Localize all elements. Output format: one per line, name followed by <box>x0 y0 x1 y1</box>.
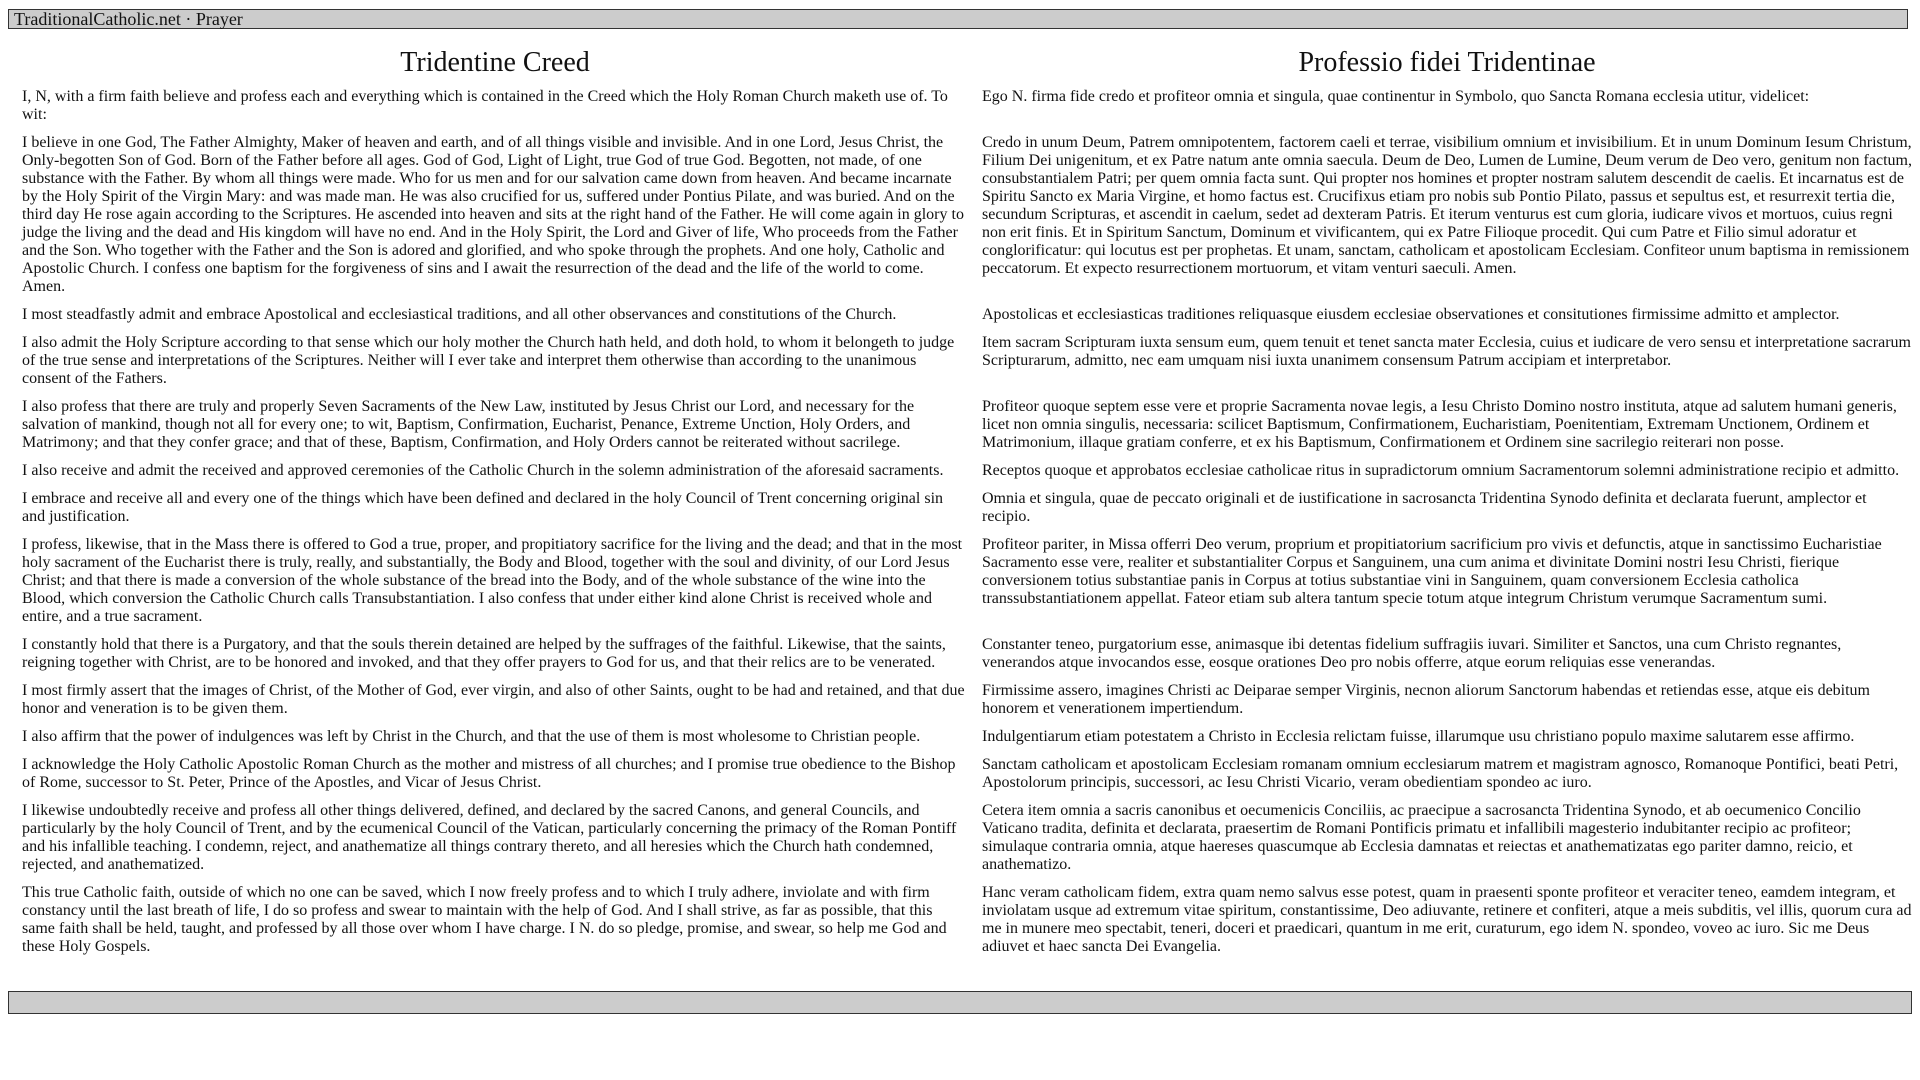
english-paragraph: I likewise undoubtedly receive and profess all other things delivered, defined, and declared by the sacred Canons, and general Councils, and particularly by the holy Council of Trent, and by the ecumenical Council of the Vatican, particularly concerning the primacy of the Roman Pontiff and his infallible teaching. I condemn, reject, and anathematize all things contrary thereto, and all heresies which the Church hath condemned, rejected, and anathematized. <box>22 802 957 873</box>
creed-table <box>8 40 1920 966</box>
paragraph-row <box>22 802 1912 884</box>
english-paragraph: I most firmly assert that the images of Christ, of the Mother of God, ever virgin, and also of other Saints, ought to be had and retained, and that due honor and veneration is to be given them. <box>22 682 965 717</box>
paragraph-row <box>22 536 1912 636</box>
latin-paragraph: Indulgentiarum etiam potestatem a Christo in Ecclesia relictam fuisse, illarumque usu christiano populo maxime salutarem esse affirmo. <box>982 728 1855 745</box>
english-paragraph: I constantly hold that there is a Purgatory, and that the souls therein detained are helped by the suffrages of the faithful. Likewise, that the saints, reigning together with Christ, are to be honored and invoked, and that they offer prayers to God for us, and that their relics are to be venerated. <box>22 636 946 671</box>
paragraph-row <box>22 88 1912 134</box>
latin-title: Professio fidei Tridentinae <box>1298 47 1596 78</box>
creed-content <box>8 40 1912 966</box>
paragraph-row <box>22 728 1912 756</box>
header-separator: · <box>185 9 192 29</box>
site-footer-bar <box>8 991 1912 1014</box>
paragraph-row <box>22 884 1912 966</box>
english-paragraph: I also admit the Holy Scripture according to that sense which our holy mother the Church hath held, and doth hold, to whom it belongeth to judge of the true sense and interpretations of the Scriptures. Neither will I ever take and interpret them otherwise than according to the unanimous consent of the Fathers. <box>22 334 955 387</box>
latin-paragraph: Hanc veram catholicam fidem, extra quam nemo salvus esse potest, quam in praesenti sponte profiteor et veraciter teneo, eamdem integram, et inviolatam usque ad extremum vitae spiritum, constantissime, Deo adiuvante, retinere et confiteri, atque a meis subditis, vel illis, quorum cura ad me in munere meo spectabit, teneri, doceri et praedicari, quantum in me erit, curaturum, ego idem N. spondeo, voveo ac iuro. Sic me Deus adiuvet et haec sancta Dei Evangelia. <box>982 884 1912 955</box>
english-paragraph: I also profess that there are truly and properly Seven Sacraments of the New Law, instituted by Jesus Christ our Lord, and necessary for the salvation of mankind, though not all for every one; to wit, Baptism, Confirmation, Eucharist, Penance, Extreme Unction, Holy Orders, and Matrimony; and that they confer grace; and that of these, Baptism, Confirmation, and Holy Orders cannot be reiterated without sacrilege. <box>22 398 915 451</box>
english-paragraph: I most steadfastly admit and embrace Apostolical and ecclesiastical traditions, and all other observances and constitutions of the Church. <box>22 306 897 323</box>
english-paragraph: I acknowledge the Holy Catholic Apostolic Roman Church as the mother and mistress of all churches; and I promise true obedience to the Bishop of Rome, successor to St. Peter, Prince of the Apostles, and Vicar of Jesus Christ. <box>22 756 956 791</box>
english-paragraph: I believe in one God, The Father Almighty, Maker of heaven and earth, and of all things visible and invisible. And in one Lord, Jesus Christ, the Only-begotten Son of God. Born of the Father before all ages. God of God, Light of Light, true God of true God. Begotten, not made, of one substance with the Father. By whom all things were made. Who for us men and for our salvation came down from heaven. And became incarnate by the Holy Spirit of the Virgin Mary: and was made man. He was also crucified for us, suffered under Pontius Pilate, and was buried. And on the third day He rose again according to the Scriptures. He ascended into heaven and sits at the right hand of the Father. He will come again in glory to judge the living and the dead and His kingdom will have no end. And in the Holy Spirit, the Lord and Giver of life, Who proceeds from the Father and the Son. Who together with the Father and the Son is adored and glorified, and who spoke through the prophets. And one holy, Catholic and Apostolic Church. I confess one baptism for the forgiveness of sins and I await the resurrection of the dead and the life of the world to come. Amen. <box>22 134 964 295</box>
paragraph-row <box>22 134 1912 306</box>
site-name[interactable]: TraditionalCatholic.net <box>14 9 181 29</box>
english-paragraph: I also receive and admit the received and approved ceremonies of the Catholic Church in the solemn administration of the aforesaid sacraments. <box>22 462 944 479</box>
latin-paragraph: Profiteor quoque septem esse vere et proprie Sacramenta novae legis, a Iesu Christo Domino nostro instituta, atque ad salutem humani generis, licet non omnia singulis, necessaria: scilicet Baptismum, Confirmationem, Eucharistiam, Poenitentiam, Extremam Unctionem, Ordinem et Matrimonium, illaque gratiam conferre, et ex his Baptismum, Confirmationem et Ordinem sine sacrilegio reiterari non posse. <box>982 398 1897 451</box>
section-name[interactable]: Prayer <box>195 9 243 29</box>
paragraph-row <box>22 306 1912 334</box>
latin-paragraph: Profiteor pariter, in Missa offerri Deo verum, proprium et propitiatorium sacrificium pro vivis et defunctis, atque in sanctissimo Eucharistiae Sacramento esse vere, realiter et substantialiter Corpus et Sanguinem, una cum anima et divinitate Domini nostri Iesu Christi, fierique conversionem totius substantiae panis in Corpus at totius substantiae vini in Sanguinem, quam conversionem Ecclesia catholica transsubstantiationem appellat. Fateor etiam sub altera tantum specie totum atque integrum Christum verumque Sacramentum sumi. <box>982 536 1882 607</box>
english-title: Tridentine Creed <box>400 47 590 78</box>
paragraph-row <box>22 756 1912 802</box>
paragraph-row <box>22 682 1912 728</box>
latin-paragraph: Apostolicas et ecclesiasticas traditiones reliquasque eiusdem ecclesiae observationes et consitutiones firmissime admitto et amplector. <box>982 306 1840 323</box>
english-paragraph: I embrace and receive all and every one of the things which have been defined and declared in the holy Council of Trent concerning original sin and justification. <box>22 490 944 525</box>
latin-paragraph: Ego N. firma fide credo et profiteor omnia et singula, quae continentur in Symbolo, quo Sancta Romana ecclesia utitur, videlicet: <box>982 88 1810 105</box>
paragraph-row <box>22 490 1912 536</box>
title-row <box>22 40 1912 88</box>
paragraph-row <box>22 462 1912 490</box>
site-header-bar <box>8 9 1908 29</box>
latin-paragraph: Credo in unum Deum, Patrem omnipotentem, factorem caeli et terrae, visibilium omnium et invisibilium. Et in unum Dominum Iesum Christum, Filium Dei unigenitum, et ex Patre natum ante omnia saecula. Deum de Deo, Lumen de Lumine, Deum verum de Deo vero, genitum non factum, consubstantialem Patri; per quem omnia facta sunt. Qui propter nos homines et propter nostram salutem descendit de caelis. Et incarnatus est de Spiritu Sancto ex Maria Virgine, et homo factus est. Crucifixus etiam pro nobis sub Pontio Pilato, passus et sepultus est, et resurrexit tertia die, secundum Scripturas, et ascendit in caelum, sedet ad dexteram Patris. Et iterum venturus est cum gloria, iudicare vivos et mortuos, cuius regni non erit finis. Et in Spiritum Sanctum, Dominum et vivificantem, qui ex Patre Filioque procedit. Qui cum Patre et Filio simul adoratur et conglorificatur: qui locutus est per prophetas. Et unam, sanctam, catholicam et apostolicam Ecclesiam. Confiteor unum baptisma in remissionem peccatorum. Et expecto resurrectionem mortuorum, et vitam venturi saeculi. Amen. <box>982 134 1912 277</box>
english-paragraph: This true Catholic faith, outside of which no one can be saved, which I now freely profess and to which I truly adhere, inviolate and with firm constancy until the last breath of life, I do so profess and swear to maintain with the help of God. And I shall strive, as far as possible, that this same faith shall be held, taught, and professed by all those over whom I have charge. I N. do so pledge, promise, and swear, so help me God and these Holy Gospels. <box>22 884 947 955</box>
latin-paragraph: Constanter teneo, purgatorium esse, animasque ibi detentas fidelium suffragiis iuvari. Similiter et Sanctos, una cum Christo regnantes, venerandos atque invocandos esse, eosque orationes Deo pro nobis offerre, atque eorum reliquias esse venerandas. <box>982 636 1842 671</box>
paragraph-row <box>22 398 1912 462</box>
english-paragraph: I, N, with a firm faith believe and profess each and everything which is contained in the Creed which the Holy Roman Church maketh use of. To wit: <box>22 88 948 123</box>
paragraph-row <box>22 636 1912 682</box>
latin-paragraph: Omnia et singula, quae de peccato originali et de iustificatione in sacrosancta Tridentina Synodo definita et declarata fuerunt, amplector et recipio. <box>982 490 1867 525</box>
english-paragraph: I also affirm that the power of indulgences was left by Christ in the Church, and that the use of them is most wholesome to Christian people. <box>22 728 921 745</box>
latin-paragraph: Firmissime assero, imagines Christi ac Deiparae semper Virginis, necnon aliorum Sanctorum habendas et retiendas esse, atque eis debitum honorem et venerationem impertiendum. <box>982 682 1870 717</box>
latin-paragraph: Cetera item omnia a sacris canonibus et oecumenicis Conciliis, ac praecipue a sacrosancta Tridentina Synodo, et ab oecumenico Concilio Vaticano tradita, definita et declarata, praesertim de Romani Pontificis primatu et infallibili magesterio indubitanter recipio ac profiteor; simulaque contraria omnia, atque haereses quascumque ab Ecclesia damnatas et reiectas et anathematizatas ego pariter damno, reicio, et anathematizo. <box>982 802 1861 873</box>
latin-paragraph: Receptos quoque et approbatos ecclesiae catholicae ritus in supradictorum omnium Sacramentorum solemni administratione recipio et admitto. <box>982 462 1900 479</box>
paragraph-row <box>22 334 1912 398</box>
latin-paragraph: Sanctam catholicam et apostolicam Ecclesiam romanam omnium ecclesiarum matrem et magistram agnosco, Romanoque Pontifici, beati Petri, Apostolorum principis, successori, ac Iesu Christi Vicario, veram obedientiam spondeo ac iuro. <box>982 756 1899 791</box>
latin-paragraph: Item sacram Scripturam iuxta sensum eum, quem tenuit et tenet sancta mater Ecclesia, cuius et iudicare de vero sensu et interpretatione sacrarum Scripturarum, admitto, nec eam umquam nisi iuxta unanimem consensum Patrum accipiam et interpretabor. <box>982 334 1911 369</box>
english-paragraph: I profess, likewise, that in the Mass there is offered to God a true, proper, and propitiatory sacrifice for the living and the dead; and that in the most holy sacrament of the Eucharist there is truly, really, and substantially, the Body and Blood, together with the soul and divinity, of our Lord Jesus Christ; and that there is made a conversion of the whole substance of the bread into the Body, and of the whole substance of the wine into the Blood, which conversion the Catholic Church calls Transubstantiation. I also confess that under either kind alone Christ is received whole and entire, and a true sacrament. <box>22 536 963 625</box>
